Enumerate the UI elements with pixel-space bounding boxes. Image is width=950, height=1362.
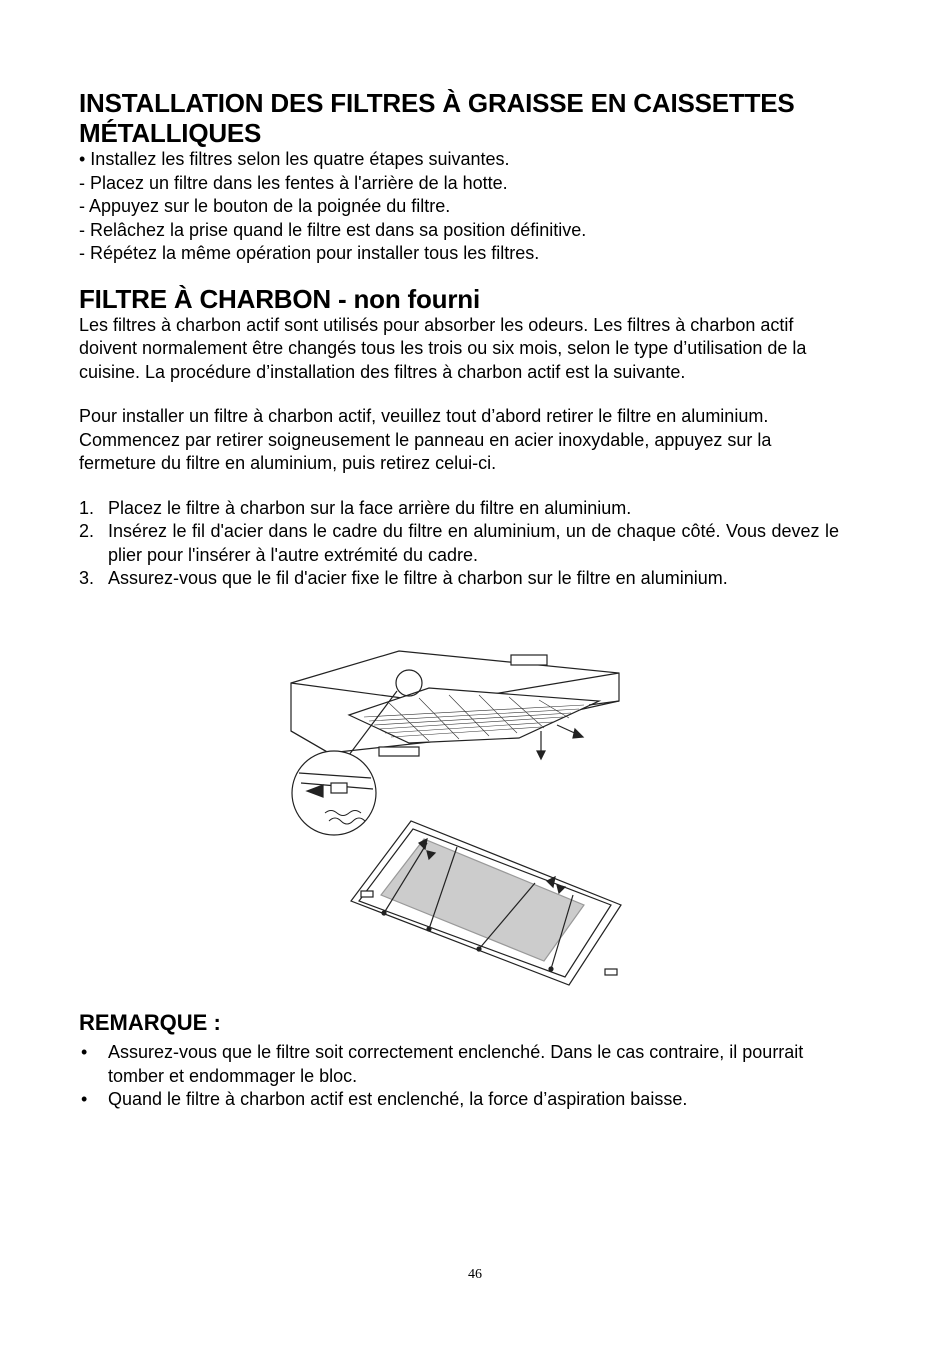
step-text: Insérez le fil d'acier dans le cadre du filtre en aluminium, un de chaque côté. Vous devez le plier pour l'insérer à l'autre extrémité du cadre. (108, 521, 839, 565)
bullet: • (81, 1089, 88, 1109)
step-number: 3. (79, 568, 95, 588)
step-number: 2. (79, 521, 95, 541)
step-item (79, 567, 839, 591)
remark-text: Quand le filtre à charbon actif est enclenché, la force d’aspiration baisse. (108, 1089, 688, 1109)
grease-filter-section (79, 88, 839, 266)
instruction-line: - Répétez la même opération pour installer tous les filtres. (79, 243, 540, 263)
range-hood-drawing (291, 651, 619, 759)
installation-illustration (79, 643, 839, 1003)
zoom-detail-drawing (292, 751, 376, 835)
instruction-line: • Installez les filtres selon les quatre étapes suivantes. (79, 149, 510, 169)
instruction-line: - Appuyez sur le bouton de la poignée du filtre. (79, 196, 451, 216)
remark-text: Assurez-vous que le filtre soit correctement enclenché. Dans le cas contraire, il pourrait tomber et endommager le bloc. (108, 1042, 804, 1086)
remark-item (79, 1088, 839, 1112)
bullet: • (81, 1042, 88, 1062)
instruction-line: - Placez un filtre dans les fentes à l'arrière de la hotte. (79, 172, 508, 193)
charcoal-filter-title: FILTRE À CHARBON - non fourni (79, 283, 480, 314)
step-number: 1. (79, 497, 95, 518)
step-item (79, 497, 839, 521)
hood-filter-diagram (289, 643, 639, 1003)
page-number: 46 (468, 1267, 482, 1282)
grease-filter-title: INSTALLATION DES FILTRES À GRAISSE EN CAISSETTES MÉTALLIQUES (79, 88, 795, 148)
charcoal-removal-paragraph: Pour installer un filtre à charbon actif, veuillez tout d’abord retirer le filtre en aluminium. Commencez par retirer soigneusement le panneau en acier inoxydable, appuyez sur la fermeture du filtre en aluminium, puis retirez celui-ci. (79, 406, 772, 473)
page-content (79, 88, 839, 1109)
installation-steps (79, 497, 839, 591)
charcoal-filter-section (79, 284, 839, 591)
instruction-line: - Relâchez la prise quand le filtre est dans sa position définitive. (79, 219, 587, 240)
step-text: Placez le filtre à charbon sur la face arrière du filtre en aluminium. (108, 497, 632, 518)
remark-list (79, 1041, 839, 1112)
step-text: Assurez-vous que le fil d'acier fixe le filtre à charbon sur le filtre en aluminium. (108, 568, 728, 588)
aluminium-filter-drawing (351, 821, 621, 985)
remark-item (79, 1041, 839, 1088)
charcoal-intro-paragraph: Les filtres à charbon actif sont utilisés pour absorber les odeurs. Les filtres à charbon actif doivent normalement être changés tous les trois ou six mois, selon le type d’utilisation de la cuisine. La procédure d’installation des filtres à charbon actif est la suivante. (79, 314, 807, 382)
remark-title: REMARQUE : (79, 1010, 221, 1035)
step-item (79, 520, 839, 567)
